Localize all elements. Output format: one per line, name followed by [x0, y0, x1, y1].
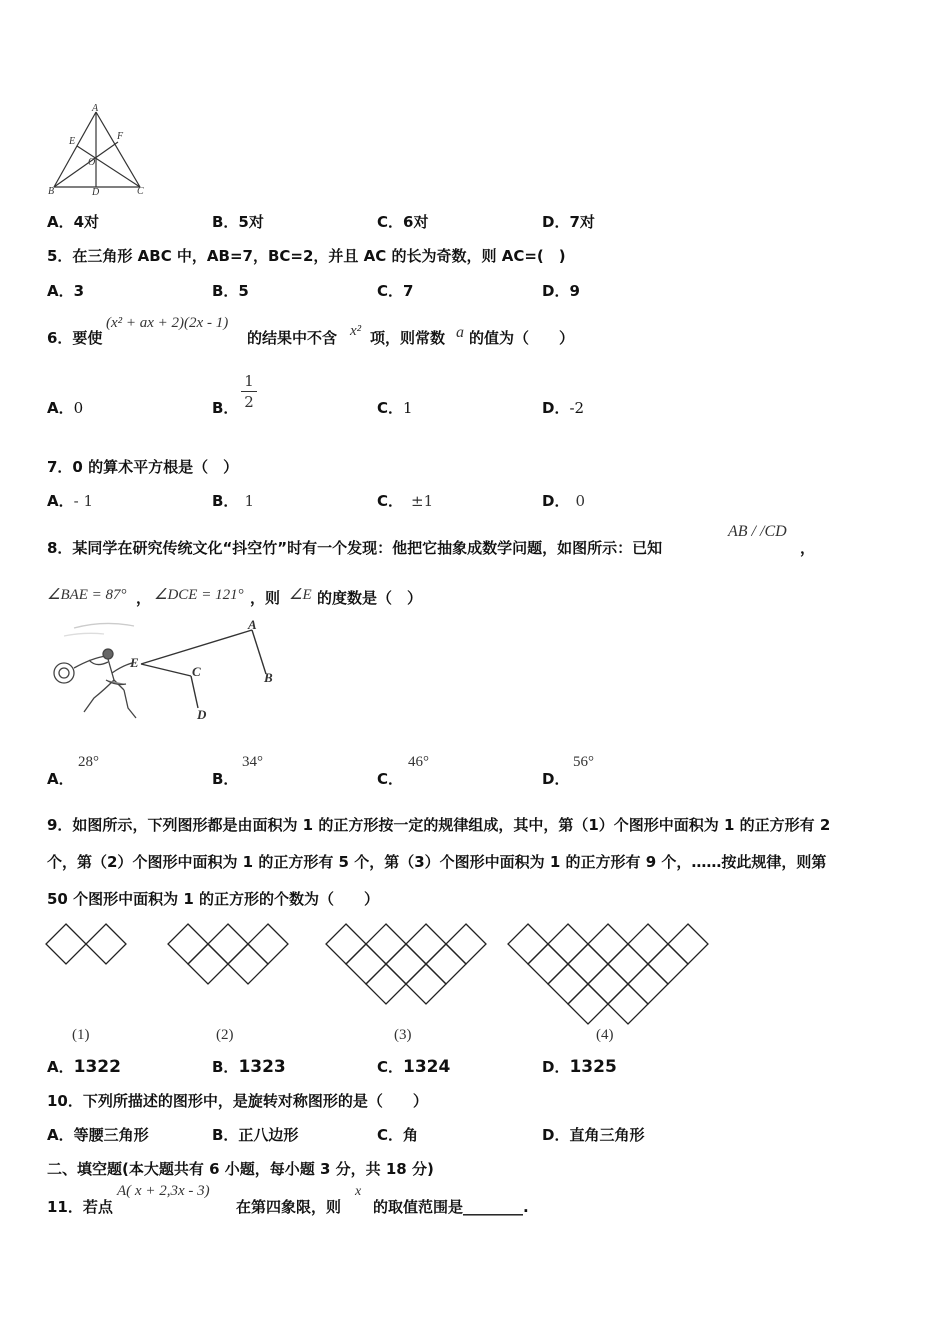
q8-label-c: C: [192, 664, 201, 679]
q6-option-b-numerator: 1: [244, 372, 254, 390]
q8-comma2: ，: [136, 589, 152, 607]
q8-angle-dce: ∠DCE = 121°: [154, 587, 244, 603]
q6-option-d-label: D．: [542, 399, 570, 417]
q9-option-b-value: 1323: [238, 1057, 286, 1077]
q8-parallel: AB / /CD: [728, 523, 787, 540]
q8-angle-bae: ∠BAE = 87°: [47, 587, 127, 603]
q5-option-b[interactable]: B．5: [212, 282, 249, 300]
q4-label-o: O: [88, 157, 96, 168]
q8-label-a: A: [248, 618, 257, 632]
q10-option-a[interactable]: A．等腰三角形: [47, 1126, 149, 1144]
q11-x: x: [355, 1184, 362, 1199]
q6-option-c-value: 1: [403, 399, 413, 417]
q8-option-b-value: 34°: [242, 754, 263, 770]
q7-option-d-label: D．: [542, 492, 570, 510]
diabolo-player-icon: [54, 623, 136, 718]
q6-expression: (x² + ax + 2)(2x - 1): [106, 315, 229, 331]
q8-tail: 的度数是（ ）: [317, 589, 423, 607]
q11-mid: 在第四象限，则: [236, 1198, 342, 1216]
q4-label-b: B: [48, 186, 55, 196]
q9-option-d[interactable]: [542, 1056, 617, 1077]
q6-option-b-denominator: 2: [244, 393, 254, 411]
q7-option-a-label: A．: [47, 492, 74, 510]
q4-option-b[interactable]: B．5对: [212, 213, 264, 231]
q6-option-d-value: -2: [569, 399, 585, 417]
q4-option-c[interactable]: C．6对: [377, 213, 429, 231]
q6-option-a[interactable]: [47, 397, 83, 418]
q9-figure-3: [326, 924, 486, 1004]
q6-option-b[interactable]: [212, 397, 238, 418]
q9-option-d-value: 1325: [569, 1057, 617, 1077]
q5-option-a[interactable]: A．3: [47, 282, 85, 300]
q8-option-c-value: 46°: [408, 754, 429, 770]
q8-then: ，则: [250, 589, 281, 607]
q9-option-a-label: A．: [47, 1058, 74, 1076]
q8-label-d: D: [197, 707, 207, 722]
q5-option-c[interactable]: C．7: [377, 282, 414, 300]
q6-option-d[interactable]: [542, 397, 584, 418]
q11-suffix: 的取值范围是________.: [373, 1198, 529, 1216]
q8-option-c-label: C．: [377, 770, 404, 788]
q9-figure-4: [508, 924, 708, 1024]
q7-option-d-value: 0: [575, 492, 585, 510]
q7-option-b-label: B．: [212, 492, 239, 510]
q8-option-a[interactable]: [47, 768, 74, 789]
q6-option-b-fraction: [241, 372, 257, 411]
q9-pattern-figures: [40, 918, 720, 1048]
q6-mid1: 的结果中不含: [247, 329, 338, 347]
q9-stem-line1: 9．如图所示，下列图形都是由面积为 1 的正方形按一定的规律组成，其中，第（1）个图形中面积为 1 的正方形有 2: [47, 816, 831, 834]
q8-label-b: B: [264, 670, 273, 685]
q9-option-a-value: 1322: [73, 1057, 121, 1077]
q11-point: A( x + 2,3x - 3): [117, 1183, 210, 1199]
q7-stem: 7．0 的算术平方根是（ ）: [47, 458, 239, 476]
q4-label-a: A: [92, 103, 99, 114]
q9-stem-line3: 50 个图形中面积为 1 的正方形的个数为（ ）: [47, 890, 379, 908]
q7-option-c[interactable]: [377, 490, 433, 511]
q10-stem: 10．下列所描述的图形中，是旋转对称图形的是（ ）: [47, 1092, 428, 1110]
q4-option-d[interactable]: D．7对: [542, 213, 595, 231]
q5-option-d[interactable]: D．9: [542, 282, 580, 300]
q9-figure-label-2: (2): [216, 1027, 234, 1043]
q7-option-c-label: C．: [377, 492, 404, 510]
q6-option-c[interactable]: [377, 397, 413, 418]
q9-option-a[interactable]: [47, 1056, 121, 1077]
q9-option-c-value: 1324: [403, 1057, 451, 1077]
q8-label-e: E: [130, 655, 139, 670]
q6-option-b-label: B．: [212, 399, 239, 417]
q4-triangle-figure: [44, 102, 154, 196]
q8-option-a-label: A．: [47, 770, 74, 788]
q8-option-b-label: B．: [212, 770, 239, 788]
section-heading: 二、填空题(本大题共有 6 小题，每小题 3 分，共 18 分): [47, 1160, 434, 1178]
q9-option-c-label: C．: [377, 1058, 404, 1076]
q6-a: a: [456, 324, 464, 341]
q10-option-c[interactable]: C．角: [377, 1126, 419, 1144]
q4-label-e: E: [69, 136, 76, 147]
q6-option-a-label: A．: [47, 399, 74, 417]
q9-figure-label-3: (3): [394, 1027, 412, 1043]
q4-option-a[interactable]: A．4对: [47, 213, 100, 231]
q8-option-a-value: 28°: [78, 754, 99, 770]
q4-label-d: D: [92, 187, 100, 196]
q10-option-d[interactable]: D．直角三角形: [542, 1126, 645, 1144]
q9-option-c[interactable]: [377, 1056, 450, 1077]
q9-option-b-label: B．: [212, 1058, 239, 1076]
q6-x-squared: x²: [350, 323, 362, 339]
q9-figure-label-1: (1): [72, 1027, 90, 1043]
q6-prefix: 6．要使: [47, 329, 103, 347]
q7-option-b[interactable]: [212, 490, 254, 511]
q8-option-d-value: 56°: [573, 754, 594, 770]
q6-suffix: 的值为（ ）: [469, 329, 575, 347]
q8-option-d[interactable]: [542, 768, 569, 789]
q4-label-c: C: [137, 186, 144, 196]
q9-option-d-label: D．: [542, 1058, 570, 1076]
q7-option-c-value: ±1: [411, 492, 434, 510]
q6-mid2: 项，则常数: [370, 329, 446, 347]
q8-option-c[interactable]: [377, 768, 403, 789]
q5-stem: 5．在三角形 ABC 中，AB=7，BC=2，并且 AC 的长为奇数，则 AC=( ): [47, 247, 566, 265]
q9-figure-label-4: (4): [596, 1027, 614, 1043]
q8-diabolo-figure: [44, 618, 284, 726]
q9-option-b[interactable]: [212, 1056, 286, 1077]
q7-option-d[interactable]: [542, 490, 585, 511]
q4-label-f: F: [117, 131, 124, 142]
q6-option-c-label: C．: [377, 399, 404, 417]
q9-figure-2: [168, 924, 288, 984]
q9-figure-1: [46, 924, 126, 964]
q8-comma: ，: [800, 539, 816, 557]
q9-stem-line2: 个，第（2）个图形中面积为 1 的正方形有 5 个，第（3）个图形中面积为 1 的正方形有 9 个，……按此规律，则第: [47, 853, 827, 871]
q6-option-a-value: 0: [73, 399, 84, 417]
q11-prefix: 11．若点: [47, 1198, 113, 1216]
q8-angle-e: ∠E: [289, 587, 312, 603]
q7-option-a-value: - 1: [73, 492, 93, 510]
q10-option-b[interactable]: B．正八边形: [212, 1126, 299, 1144]
q7-option-b-value: 1: [244, 492, 254, 510]
q8-stem: 8．某同学在研究传统文化“抖空竹”时有一个发现：他把它抽象成数学问题，如图所示：已知: [47, 539, 663, 557]
q8-option-b[interactable]: [212, 768, 238, 789]
q7-option-a[interactable]: [47, 490, 93, 511]
q8-option-d-label: D．: [542, 770, 570, 788]
